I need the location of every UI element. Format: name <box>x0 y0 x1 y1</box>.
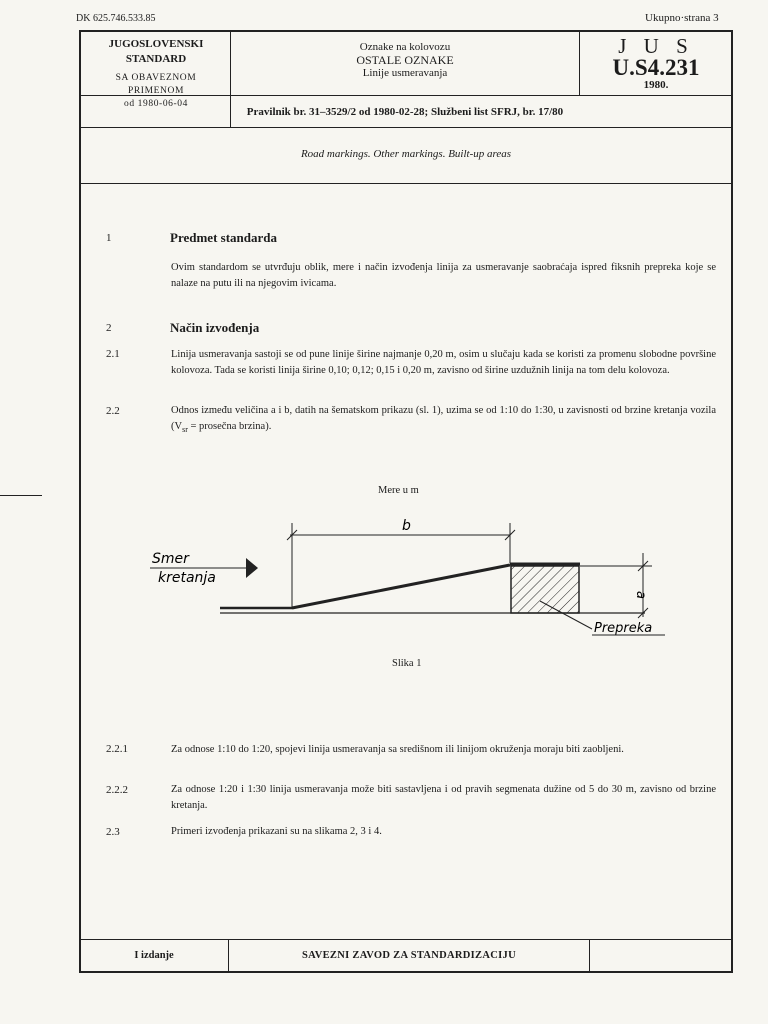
footer-col-divider-2 <box>589 940 590 972</box>
direction-arrow-icon <box>246 558 258 578</box>
page-count: Ukupno·strana 3 <box>645 12 719 24</box>
paragraph-1: Ovim standardom se utvrđuju oblik, mere i način izvođenja linija za usmeravanje saobraćaja ispred fiksnih prepreka koje se nalaze na putu ili na njegovim ivicama. <box>171 262 716 289</box>
label-b: b <box>402 518 411 534</box>
standard-name: JUGOSLOVENSKI STANDARD <box>108 38 204 65</box>
label-a: a <box>633 591 648 599</box>
english-title-bottom-line <box>80 183 732 184</box>
clause-number: 2.2.2 <box>106 784 128 796</box>
institute-name: SAVEZNI ZAVOD ZA STANDARDIZACIJU <box>302 950 516 961</box>
paragraph-2-1: Linija usmeravanja sastoji se od pune linije širine najmanje 0,20 m, osim u slučaju kada se koristi za promenu slobodne površine kolovoza. Tada se koristi linija širine 0,10; 0,12; 0,15 i 0,20 m, zavisno od širine uzdužnih linija na tom delu kolovoza. <box>171 349 716 376</box>
paragraph-2-2: Odnos između veličina a i b, datih na šematskom prikazu (sl. 1), uzima se od 1:10 do 1:30, u zavisnosti od brzine kretanja vozila ($V_{sr}$ = prosečna brzina). <box>171 405 716 434</box>
direction-label-line1: Smer <box>152 551 189 567</box>
document-title: Oznake na kolovozu OSTALE OZNAKE Linije usmeravanja <box>356 41 454 79</box>
obstacle-label: Prepreka <box>594 621 653 636</box>
regulation-reference: Pravilnik br. 31–3529/2 od 1980-02-28; Službeni list SFRJ, br. 17/80 <box>246 106 564 118</box>
paragraph-2-2-2: Za odnose 1:20 i 1:30 linija usmeravanja može biti sastavljena i od pravih segmenata dužine od 5 do 30 m, zavisno od brzine kretanja. <box>171 784 716 811</box>
figure-caption: Slika 1 <box>392 658 422 669</box>
footer-top-line <box>80 939 732 940</box>
obstacle-block <box>511 566 579 613</box>
margin-mark <box>0 495 42 496</box>
clause-number: 2.2 <box>106 405 120 417</box>
header-bottom-line <box>80 127 732 128</box>
edition-label: I izdanje <box>134 950 174 961</box>
jus-designation: J U S U.S4.231 1980. <box>612 34 700 91</box>
guide-line-slope <box>292 565 510 608</box>
paragraph-2-3: Primeri izvođenja prikazani su na slikama 2, 3 i 4. <box>171 826 382 837</box>
clause-number: 2.2.1 <box>106 743 128 755</box>
section-number: 2 <box>106 322 112 334</box>
clause-number: 2.3 <box>106 826 120 838</box>
mandatory-note: SA OBAVEZNOM PRIMENOM od 1980-06-04 <box>115 73 197 109</box>
figure-1 <box>140 505 680 650</box>
section-heading: Predmet standarda <box>170 230 278 245</box>
english-title: Road markings. Other markings. Built-up areas <box>300 148 512 160</box>
units-note: Mere u m <box>378 485 419 496</box>
paragraph-2-2-1: Za odnose 1:10 do 1:20, spojevi linija usmeravanja sa središnom ili linijom okruženja moraju biti zaobljeni. <box>171 744 624 755</box>
figure-1-diagram <box>140 505 680 645</box>
direction-label-line2: kretanja <box>158 570 216 586</box>
udc-code: DK 625.746.533.85 <box>76 13 156 24</box>
section-heading: Način izvođenja <box>170 320 260 335</box>
section-number: 1 <box>106 232 112 244</box>
clause-number: 2.1 <box>106 348 120 360</box>
